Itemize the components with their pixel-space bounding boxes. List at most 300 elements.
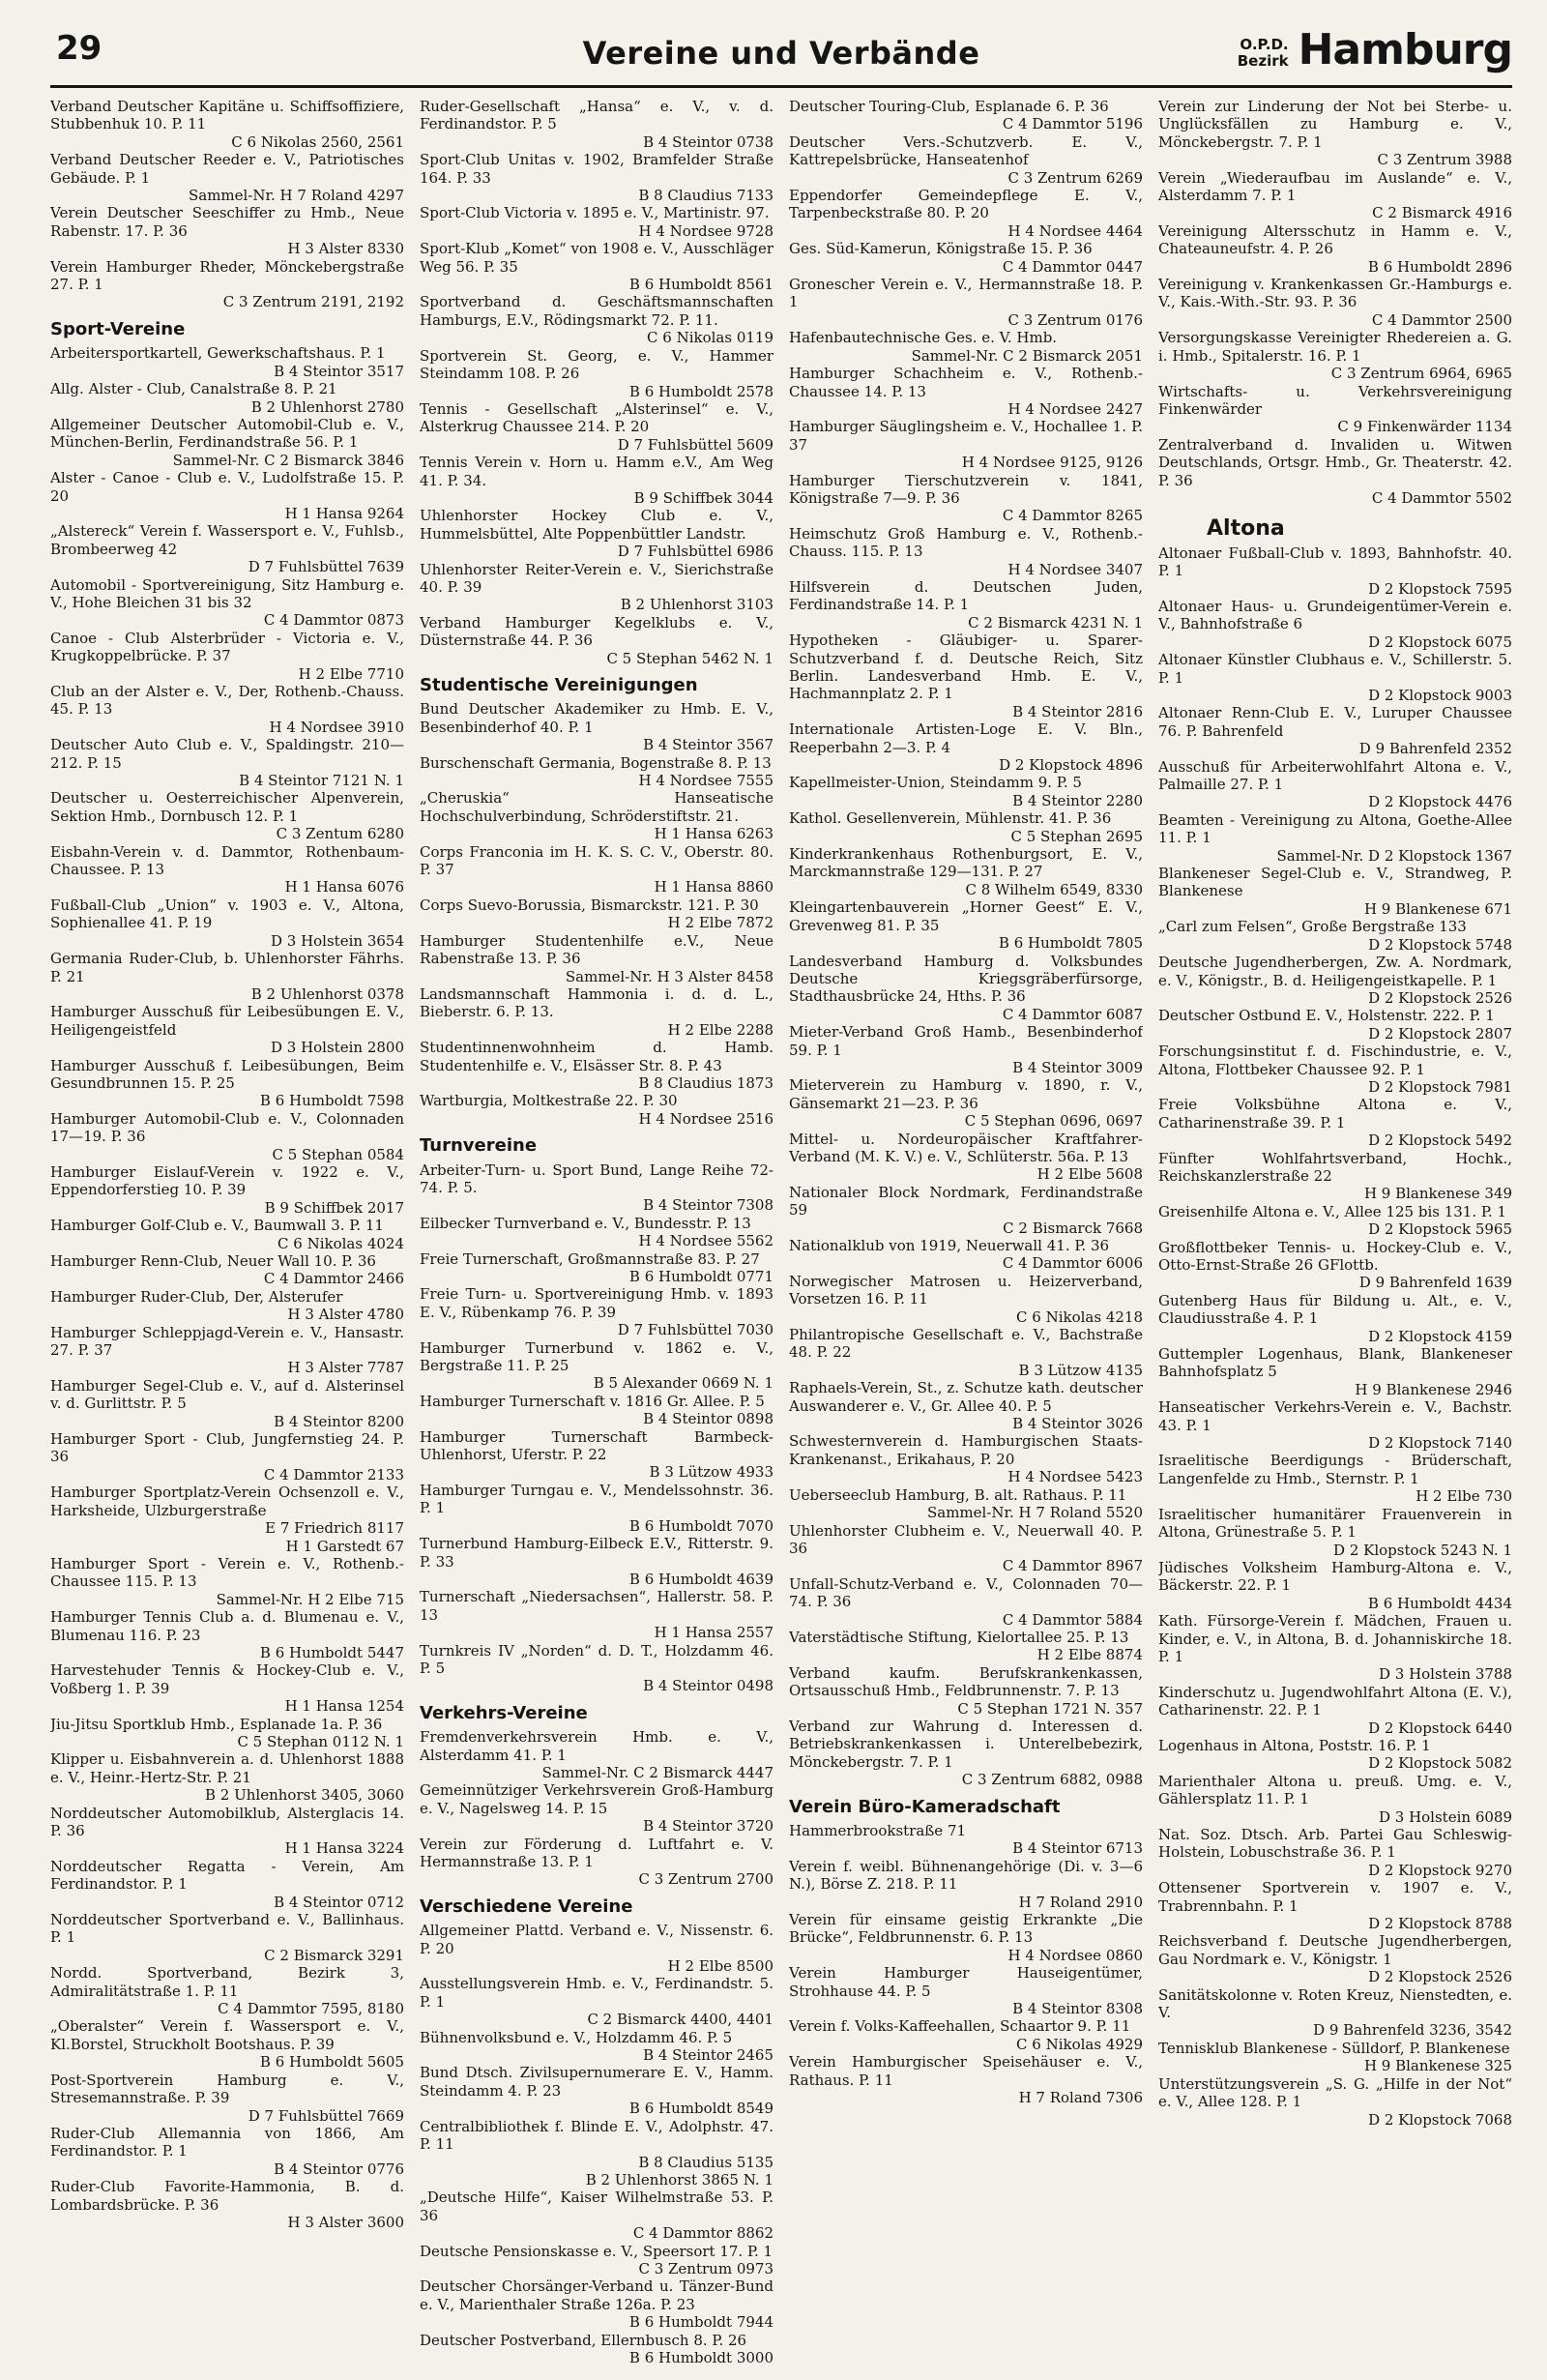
entry-text: Sportverband d. Geschäftsmannschaften Hamburgs, E.V., Rödingsmarkt 72. P. 11.: [420, 293, 774, 329]
entry-text: Ruder-Club Allemannia von 1866, Am Ferdinandstor. P. 1: [50, 2124, 404, 2160]
entry-text: Deutscher Ostbund E. V., Holstenstr. 222. P. 1: [1158, 1007, 1495, 1025]
directory-entry: [420, 1161, 774, 1215]
entry-text: Kleingartenbauverein „Horner Geest“ E. V., Grevenweg 81. P. 35: [789, 898, 1143, 934]
entry-phone: H 9 Blankenese 671: [1363, 899, 1512, 918]
entry-text: Verband Hamburger Kegelklubs e. V., Düsternstraße 44. P. 36: [420, 613, 774, 650]
directory-entry: [1158, 1986, 1512, 2040]
directory-entry: [50, 630, 404, 683]
directory-entry: [50, 1163, 404, 1217]
directory-entry: [420, 2277, 774, 2331]
entry-phone: H 1 Hansa 3224: [284, 1839, 404, 1858]
entry-text: Ruder-Gesellschaft „Hansa“ e. V., v. d. Ferdinandstor. P. 5: [420, 98, 774, 133]
entry-text: Unfall-Schutz-Verband e. V., Colonnaden 70—74. P. 36: [789, 1574, 1143, 1611]
directory-entry: [789, 525, 1143, 578]
entry-text: Hamburger Ruder-Club, Der, Alsterufer: [50, 1287, 343, 1306]
directory-entry: [789, 1822, 1143, 1858]
entry-phone: C 3 Zentrum 6269: [1007, 168, 1143, 187]
directory-entry: [50, 204, 404, 257]
entry-text: Wirtschafts- u. Verkehrsvereinigung Finkenwärder: [1158, 382, 1512, 418]
entry-text: Norwegischer Matrosen u. Heizerverband, Vorsetzen 16. P. 11: [789, 1272, 1143, 1308]
entry-phone: C 4 Dammtor 2500: [1371, 310, 1512, 329]
entry-text: Deutsche Jugendherbergen, Zw. A. Nordmark, e. V., Königstr., B. d. Heiligengeistkapelle. P. 1: [1158, 954, 1512, 989]
directory-entry: [420, 2029, 774, 2065]
entry-text: Hamburger Turngau e. V., Mendelssohnstr. 36. P. 1: [420, 1481, 774, 1517]
entry-text: Hamburger Turnerschaft v. 1816 Gr. Allee. P. 5: [420, 1392, 765, 1410]
directory-entry: [1158, 865, 1512, 918]
entry-text: Wartburgia, Moltkestraße 22. P. 30: [420, 1092, 678, 1110]
entry-phone: B 4 Steintor 7308: [643, 1196, 774, 1215]
entry-text: Hamburger Studentenhilfe e.V., Neue Rabenstraße 13. P. 36: [420, 931, 774, 968]
entry-text: Reichsverband f. Deutsche Jugendherbergen, Gau Nordmark e. V., Königstr. 1: [1158, 1932, 1512, 1968]
entry-text: Nat. Soz. Dtsch. Arb. Partei Gau Schleswig-Holstein, Lobuschstraße 36. P. 1: [1158, 1826, 1512, 1862]
directory-entry: [50, 151, 404, 204]
entry-phone: D 9 Bahrenfeld 3236, 3542: [1313, 2021, 1512, 2040]
directory-entry: [789, 329, 1143, 365]
entry-phone: D 3 Holstein 3788: [1378, 1665, 1512, 1684]
entry-text: Verein f. weibl. Bühnenangehörige (Di. v. 3—6 N.), Börse Z. 218. P. 11: [789, 1857, 1143, 1894]
entry-text: Post-Sportverein Hamburg e. V., Stresemannstraße. P. 39: [50, 2071, 404, 2107]
directory-entry: [50, 1858, 404, 1911]
entry-text: Fußball-Club „Union“ v. 1903 e. V., Altona, Sophienallee 41. P. 19: [50, 896, 404, 932]
entry-phone: H 2 Elbe 8874: [1036, 1646, 1143, 1664]
entry-phone: H 9 Blankenese 325: [1363, 2057, 1512, 2075]
entry-text: Sport-Club Victoria v. 1895 e. V., Martinistr. 97.: [420, 204, 770, 222]
entry-phone: D 3 Holstein 6089: [1378, 1807, 1512, 1826]
directory-entry: [1158, 169, 1512, 222]
entry-phone: C 3 Zentrum 2191, 2192: [222, 293, 404, 311]
entry-text: Hamburger Sportplatz-Verein Ochsenzoll e. V., Harksheide, Ulzburgerstraße: [50, 1484, 404, 1519]
entry-text: Logenhaus in Altona, Poststr. 16. P. 1: [1158, 1736, 1431, 1754]
entry-text: Großflottbeker Tennis- u. Hockey-Club e. V., Otto-Ernst-Straße 26 GFlottb.: [1158, 1238, 1512, 1274]
entry-phone: H 7 Roland 2910: [1018, 1893, 1143, 1911]
directory-entry: [420, 240, 774, 293]
directory-entry: [420, 507, 774, 560]
entry-text: Hammerbrookstraße 71: [789, 1822, 967, 1839]
directory-entry: [1158, 954, 1512, 1007]
entry-phone: C 3 Zentrum 0176: [1007, 310, 1143, 329]
directory-entry: [50, 1324, 404, 1377]
entry-text: Allg. Alster - Club, Canalstraße 8. P. 21: [50, 380, 337, 398]
directory-entry: [1158, 1506, 1512, 1559]
entry-text: Verein Hamburger Rheder, Mönckebergstraße 27. P. 1: [50, 257, 404, 294]
entry-text: Verein zur Linderung der Not bei Sterbe- u. Unglücksfällen zu Hamburg e. V., Mönckebergstr. 7. P. 1: [1158, 98, 1512, 151]
directory-entry: [1158, 1292, 1512, 1345]
entry-text: Uhlenhorster Reiter-Verein e. V., Sierichstraße 40. P. 39: [420, 560, 774, 596]
entry-text: „Oberalster“ Verein f. Wassersport e. V., Kl.Borstel, Struckholt Bootshaus. P. 39: [50, 2017, 404, 2053]
directory-entry: [50, 1217, 404, 1252]
entry-text: Mieter-Verband Groß Hamb., Besenbinderhof 59. P. 1: [789, 1023, 1143, 1059]
directory-entry: [50, 1911, 404, 1964]
entry-text: Verband zur Wahrung d. Interessen d. Betriebskrankenkassen i. Unterelbebezirk, Mönckebergstr. 7. P. 1: [789, 1717, 1143, 1771]
entry-phone: H 4 Nordsee 4464: [1007, 221, 1143, 240]
category-heading: Verein Büro-Kameradschaft: [789, 1796, 1061, 1817]
entry-phone: Sammel-Nr. H 7 Roland 5520: [926, 1504, 1143, 1522]
directory-entry: [1158, 1239, 1512, 1292]
entry-text: Hamburger Ausschuß f. Leibesübungen, Beim Gesundbrunnen 15. P. 25: [50, 1056, 404, 1092]
directory-entry: [1158, 1452, 1512, 1505]
entry-phone: B 6 Humboldt 5447: [259, 1643, 404, 1661]
entry-phone: B 4 Steintor 6713: [1012, 1839, 1143, 1858]
entry-phone: H 3 Alster 3600: [287, 2213, 404, 2231]
entry-phone: C 6 Nikolas 0119: [647, 329, 774, 347]
directory-entry: [50, 896, 404, 950]
directory-entry: [420, 1482, 774, 1535]
entry-text: Norddeutscher Automobilklub, Alsterglacis 14. P. 36: [50, 1804, 404, 1839]
entry-text: Deutsche Pensionskasse e. V., Speersort 17. P. 1: [420, 2242, 774, 2260]
entry-phone: C 4 Dammtor 5502: [1371, 488, 1512, 507]
directory-entry: [789, 1379, 1143, 1432]
entry-text: Eilbecker Turnverband e. V., Bundesstr. P. 13: [420, 1214, 751, 1232]
directory-entry: [789, 1326, 1143, 1379]
directory-entry: [789, 1858, 1143, 1911]
entry-text: Mieterverein zu Hamburg v. 1890, r. V., Gänsemarkt 21—23. P. 36: [789, 1076, 1143, 1112]
directory-entry: [789, 578, 1143, 632]
entry-phone: B 2 Uhlenhorst 0378: [250, 984, 404, 1003]
entry-text: Raphaels-Verein, St., z. Schutze kath. deutscher Auswanderer e. V., Gr. Allee 40. P. 5: [789, 1379, 1143, 1415]
entry-text: Zentralverband d. Invaliden u. Witwen Deutschlands, Ortsgr. Hmb., Gr. Theaterstr. 42. P. 36: [1158, 435, 1512, 489]
entry-text: Hamburger Ausschuß für Leibesübungen E. V., Heiligengeistfeld: [50, 1003, 404, 1039]
entry-phone: D 3 Holstein 3654: [270, 931, 404, 950]
entry-text: Internationale Artisten-Loge E. V. Bln., Reeperbahn 2—3. P. 4: [789, 720, 1143, 756]
entry-phone: B 2 Uhlenhorst 3405, 3060: [205, 1786, 404, 1805]
entry-phone: H 7 Roland 7306: [1018, 2089, 1143, 2107]
directory-entry: [50, 1805, 404, 1858]
directory-entry: [50, 2071, 404, 2125]
directory-entry: [1158, 222, 1512, 276]
entry-phone: C 5 Stephan 0696, 0697: [964, 1112, 1143, 1131]
entry-phone: C 4 Dammtor 8862: [632, 2224, 774, 2243]
entry-text: Hamburger Schleppjagd-Verein e. V., Hansastr. 27. P. 37: [50, 1323, 404, 1360]
entry-phone: C 4 Dammtor 8967: [1002, 1557, 1143, 1575]
entry-phone: C 2 Bismarck 4400, 4401: [587, 2011, 774, 2029]
directory-entry: [1158, 1150, 1512, 1203]
directory-entry: [420, 985, 774, 1039]
directory-entry: [1158, 1559, 1512, 1612]
entry-phone: B 4 Steintor 0498: [643, 1677, 774, 1695]
directory-entry: [420, 400, 774, 454]
entry-phone: B 9 Schiffbek 3044: [633, 488, 774, 507]
directory-entry: [1158, 811, 1512, 865]
entry-text: Ruder-Club Favorite-Hammonia, B. d. Lombardsbrücke. P. 36: [50, 2178, 404, 2214]
entry-text: Gronescher Verein e. V., Hermannstraße 18. P. 1: [789, 276, 1143, 311]
entry-text: Eppendorfer Gemeindepflege E. V., Tarpenbeckstraße 80. P. 20: [789, 187, 1143, 222]
entry-text: Deutscher Auto Club e. V., Spaldingstr. 210—212. P. 15: [50, 736, 404, 772]
directory-entry: [420, 614, 774, 667]
entry-phone: B 2 Uhlenhorst 2780: [250, 397, 404, 416]
directory-entry: [420, 789, 774, 842]
entry-text: Automobil - Sportvereinigung, Sitz Hamburg e. V., Hohe Bleichen 31 bis 32: [50, 575, 404, 611]
directory-entry: [1158, 1879, 1512, 1932]
entry-phone: H 2 Elbe 7872: [667, 914, 774, 932]
directory-entry: [50, 1288, 404, 1324]
entry-text: Gemeinnütziger Verkehrsverein Groß-Hamburg e. V., Nagelsweg 14. P. 15: [420, 1781, 774, 1817]
entry-text: Hamburger Säuglingsheim e. V., Hochallee 1. P. 37: [789, 418, 1143, 454]
entry-phone: H 1 Hansa 1254: [284, 1697, 404, 1716]
directory-entry: [420, 1339, 774, 1393]
directory-entry: [789, 1664, 1143, 1718]
entry-text: „Cheruskia“ Hanseatische Hochschulverbindung, Schröderstiftstr. 21.: [420, 789, 774, 825]
entry-text: Deutscher Postverband, Ellernbusch 8. P. 26: [420, 2331, 747, 2349]
entry-phone: B 4 Steintor 3720: [643, 1817, 774, 1836]
directory-entry: [420, 1975, 774, 2028]
directory-entry: [50, 1252, 404, 1288]
entry-text: Hamburger Renn-Club, Neuer Wall 10. P. 36: [50, 1252, 376, 1270]
entry-text: Klipper u. Eisbahnverein a. d. Uhlenhorst 1888 e. V., Heinr.-Hertz-Str. P. 21: [50, 1750, 404, 1786]
entry-phone: B 6 Humboldt 4639: [628, 1570, 774, 1588]
entry-text: Israelitische Beerdigungs - Brüderschaft, Langenfelde zu Hmb., Sternstr. P. 1: [1158, 1452, 1512, 1487]
entry-phone: D 7 Fuhlsbüttel 7030: [617, 1321, 774, 1339]
directory-entry: [50, 1538, 404, 1555]
entry-text: Deutscher Chorsänger-Verband u. Tänzer-Bund e. V., Marienthaler Straße 126a. P. 23: [420, 2277, 774, 2313]
entry-phone: D 2 Klopstock 4159: [1368, 1327, 1512, 1345]
entry-phone: B 6 Humboldt 7805: [998, 934, 1143, 953]
entry-text: Ausstellungsverein Hmb. e. V., Ferdinandstr. 5. P. 1: [420, 1975, 774, 2011]
directory-entry: [789, 1184, 1143, 1237]
entry-text: Hamburger Tennis Club a. d. Blumenau e. V., Blumenau 116. P. 23: [50, 1608, 404, 1644]
entry-phone: B 9 Schiffbek 2017: [264, 1198, 404, 1217]
entry-text: Hamburger Golf-Club e. V., Baumwall 3. P. 11: [50, 1217, 384, 1235]
entry-phone: B 4 Steintor 7121 N. 1: [239, 772, 404, 790]
directory-entry: [789, 632, 1143, 720]
entry-text: Club an der Alster e. V., Der, Rothenb.-Chauss. 45. P. 13: [50, 683, 404, 719]
district-label-line-2: Bezirk: [1237, 52, 1289, 70]
directory-entry: [420, 700, 774, 753]
entry-text: Verband Deutscher Kapitäne u. Schiffsoffiziere, Stubbenhuk 10. P. 11: [50, 98, 404, 133]
entry-phone: H 1 Hansa 6263: [654, 825, 774, 843]
entry-phone: D 2 Klopstock 5492: [1368, 1131, 1512, 1150]
directory-entry: [1158, 98, 1512, 169]
entry-phone: B 4 Steintor 8200: [274, 1412, 404, 1430]
entry-text: Alster - Canoe - Club e. V., Ludolfstraße 15. P. 20: [50, 469, 404, 505]
entry-text: Jiu-Jitsu Sportklub Hmb., Esplanade 1a. P. 36: [50, 1715, 383, 1733]
entry-text: Turnerbund Hamburg-Eilbeck E.V., Ritterstr. 9. P. 33: [420, 1535, 774, 1571]
entry-text: Vereinigung Altersschutz in Hamm e. V., Chateauneufstr. 4. P. 26: [1158, 221, 1512, 258]
entry-phone: D 2 Klopstock 2807: [1368, 1024, 1512, 1043]
entry-phone: D 2 Klopstock 9270: [1368, 1861, 1512, 1879]
directory-entry: [420, 843, 774, 896]
entry-phone: H 3 Alster 7787: [287, 1359, 404, 1377]
directory-entry: [1158, 1007, 1512, 1043]
district-label-line-1: O.P.D.: [1240, 36, 1289, 53]
entry-text: Versorgungskasse Vereinigter Rhedereien a. G. i. Hmb., Spitalerstr. 16. P. 1: [1158, 329, 1512, 365]
entry-text: Freie Turnerschaft, Großmannstraße 83. P. 27: [420, 1249, 760, 1268]
directory-entry: [1158, 436, 1512, 508]
directory-entry: [789, 2053, 1143, 2106]
directory-entry: [420, 347, 774, 400]
entry-phone: C 4 Dammtor 7595, 8180: [218, 2000, 404, 2018]
directory-entry: [789, 774, 1143, 809]
entry-text: Canoe - Club Alsterbrüder - Victoria e. V., Krugkoppelbrücke. P. 37: [50, 629, 404, 665]
entry-text: Tennis Verein v. Horn u. Hamm e.V., Am Weg 41. P. 34.: [420, 454, 774, 489]
entry-phone: C 6 Nikolas 4024: [277, 1234, 404, 1252]
directory-entry: [789, 133, 1143, 187]
directory-entry: [50, 683, 404, 736]
entry-text: Uhlenhorster Hockey Club e. V., Hummelsbüttel, Alte Poppenbüttler Landstr.: [420, 507, 774, 543]
entry-text: Gutenberg Haus für Bildung u. Alt., e. V., Claudiusstraße 4. P. 1: [1158, 1291, 1512, 1328]
entry-phone: B 3 Lützow 4135: [1018, 1361, 1143, 1379]
entry-phone: C 4 Dammtor 0873: [263, 611, 404, 630]
entry-text: Verein Hamburgischer Speisehäuser e. V., Rathaus. P. 11: [789, 2053, 1143, 2089]
directory-entry: [50, 789, 404, 842]
entry-phone: B 4 Steintor 8308: [1012, 2000, 1143, 2018]
directory-entry: [789, 472, 1143, 525]
entry-phone: H 4 Nordsee 9125, 9126: [961, 454, 1143, 472]
entry-phone: D 2 Klopstock 9003: [1368, 687, 1512, 704]
column-2: [420, 98, 774, 2380]
entry-phone: C 8 Wilhelm 6549, 8330: [965, 880, 1143, 898]
entry-text: Kathol. Gesellenverein, Mühlenstr. 41. P. 36: [789, 809, 1112, 828]
entry-phone: D 9 Bahrenfeld 1639: [1358, 1274, 1512, 1292]
entry-phone: C 4 Dammtor 0447: [1002, 257, 1143, 276]
entry-text: Sport-Klub „Komet“ von 1908 e. V., Ausschläger Weg 56. P. 35: [420, 240, 774, 276]
entry-text: Freie Turn- u. Sportvereinigung Hmb. v. 1893 E. V., Rübenkamp 76. P. 39: [420, 1285, 774, 1321]
entry-phone: C 5 Stephan 5462 N. 1: [606, 649, 774, 667]
entry-phone: H 4 Nordsee 3407: [1007, 560, 1143, 578]
directory-entry: [50, 98, 404, 151]
directory-entry: [1158, 651, 1512, 704]
directory-entry: [789, 1237, 1143, 1273]
directory-entry: [789, 1076, 1143, 1130]
entry-phone: C 2 Bismarck 4231 N. 1: [968, 613, 1143, 632]
entry-text: Uhlenhorster Clubheim e. V., Neuerwall 40. P. 36: [789, 1521, 1143, 1557]
directory-entry: [1158, 1345, 1512, 1398]
entry-text: Eisbahn-Verein v. d. Dammtor, Rothenbaum-Chaussee. P. 13: [50, 842, 404, 879]
directory-entry: [50, 1608, 404, 1661]
category-heading: Verschiedene Vereine: [420, 1895, 633, 1917]
entry-text: Turnkreis IV „Norden“ d. D. T., Holzdamm 46. P. 5: [420, 1641, 774, 1677]
entry-text: Verein f. Volks-Kaffeehallen, Schaartor 9. P. 11: [789, 2017, 1131, 2036]
directory-entry: [420, 1642, 774, 1695]
entry-phone: C 4 Dammtor 6006: [1002, 1254, 1143, 1273]
category-heading: Sport-Vereine: [50, 318, 186, 339]
directory-entry: [1158, 1932, 1512, 1985]
entry-text: Norddeutscher Sportverband e. V., Ballinhaus. P. 1: [50, 1911, 404, 1947]
entry-text: Verein zur Förderung d. Luftfahrt e. V. Hermannstraße 13. P. 1: [420, 1835, 774, 1870]
directory-entry: [1158, 1684, 1512, 1737]
entry-phone: D 2 Klopstock 4476: [1368, 793, 1512, 811]
entry-text: Centralbibliothek f. Blinde E. V., Adolphstr. 47. P. 11: [420, 2117, 774, 2154]
directory-entry: [789, 187, 1143, 240]
directory-entry: [420, 1039, 774, 1092]
directory-entry: [789, 720, 1143, 774]
entry-text: Verein Hamburger Hauseigentümer, Strohhause 44. P. 5: [789, 1964, 1143, 2000]
district-name: Hamburg: [1298, 25, 1512, 74]
directory-entry: [789, 1964, 1143, 2017]
entry-phone: B 8 Claudius 1873: [638, 1073, 774, 1092]
directory-entry: [1158, 2075, 1512, 2129]
entry-phone: Sammel-Nr. C 2 Bismarck 3846: [172, 451, 404, 469]
entry-text: Deutscher Vers.-Schutzverb. E. V., Kattrepelsbrücke, Hanseatenhof: [789, 132, 1143, 169]
entry-text: Altonaer Renn-Club E. V., Luruper Chaussee 76. P. Bahrenfeld: [1158, 704, 1512, 740]
directory-entry: [1158, 758, 1512, 811]
entry-text: Hamburger Schachheim e. V., Rothenb.-Chaussee 14. P. 13: [789, 365, 1143, 400]
entry-text: Altonaer Haus- u. Grundeigentümer-Verein e. V., Bahnhofstraße 6: [1158, 597, 1512, 633]
category-heading: Studentische Vereinigungen: [420, 675, 698, 695]
entry-phone: D 2 Klopstock 5748: [1368, 935, 1512, 954]
entry-text: Kinderkrankenhaus Rothenburgsort, E. V., Marckmannstraße 129—131. P. 27: [789, 845, 1143, 881]
entry-text: Greisenhilfe Altona e. V., Allee 125 bis 131. P. 1: [1158, 1202, 1507, 1220]
entry-phone: B 6 Humboldt 7598: [259, 1092, 404, 1110]
directory-entry: [789, 2017, 1143, 2053]
directory-entry: [420, 1535, 774, 1588]
entry-phone: B 4 Steintor 3517: [274, 362, 404, 380]
directory-entry: [789, 1522, 1143, 1575]
entry-text: Hamburger Sport - Verein e. V., Rothenb.-Chaussee 115. P. 13: [50, 1554, 404, 1591]
entry-text: Ottensener Sportverein v. 1907 e. V., Trabrennbahn. P. 1: [1158, 1879, 1512, 1915]
entry-phone: H 1 Hansa 9264: [284, 504, 404, 522]
entry-phone: H 3 Alster 8330: [287, 240, 404, 258]
entry-text: Corps Suevo-Borussia, Bismarckstr. 121. P. 30: [420, 896, 759, 914]
entry-phone: H 4 Nordsee 7555: [638, 772, 774, 790]
entry-phone: D 2 Klopstock 7595: [1368, 579, 1512, 598]
directory-entry: [420, 1250, 774, 1286]
entry-text: Bund Dtsch. Zivilsupernumerare E. V., Hamm. Steindamm 4. P. 23: [420, 2064, 774, 2100]
entry-text: Guttempler Logenhaus, Blank, Blankeneser Bahnhofsplatz 5: [1158, 1345, 1512, 1381]
directory-entry: [420, 151, 774, 204]
entry-phone: H 2 Elbe 8500: [667, 1957, 774, 1976]
entry-phone: D 2 Klopstock 5082: [1368, 1754, 1512, 1773]
entry-phone: H 2 Elbe 730: [1416, 1487, 1512, 1506]
entry-phone: B 6 Humboldt 2896: [1367, 257, 1512, 276]
entry-phone: D 7 Fuhlsbüttel 7669: [248, 2106, 404, 2125]
directory-entry: [789, 809, 1143, 845]
entry-text: Verein Deutscher Seeschiffer zu Hmb., Neue Rabenstr. 17. P. 36: [50, 204, 404, 240]
entry-text: Hamburger Turnerbund v. 1862 e. V., Bergstraße 11. P. 25: [420, 1338, 774, 1375]
directory-entry: [50, 1430, 404, 1484]
directory-entry: [50, 1057, 404, 1110]
directory-entry: [1158, 544, 1512, 598]
directory-entry: [789, 1131, 1143, 1184]
entry-text: Studentinnenwohnheim d. Hamb. Studentenhilfe e. V., Elsässer Str. 8. P. 43: [420, 1039, 774, 1074]
directory-entry: [420, 1393, 774, 1428]
entry-phone: D 2 Klopstock 2526: [1368, 988, 1512, 1007]
directory-entry: [1158, 2040, 1512, 2075]
entry-phone: C 3 Zentrum 0973: [638, 2259, 774, 2277]
entry-phone: Sammel-Nr. C 2 Bismarck 2051: [911, 346, 1143, 365]
entry-text: Ueberseeclub Hamburg, B. alt. Rathaus. P. 11: [789, 1485, 1127, 1504]
entry-text: Nordd. Sportverband, Bezirk 3, Admiralitätstraße 1. P. 11: [50, 1964, 404, 2000]
entry-text: Altonaer Künstler Clubhaus e. V., Schillerstr. 5. P. 1: [1158, 651, 1512, 687]
directory-entry: [1158, 918, 1512, 954]
entry-text: Kath. Fürsorge-Verein f. Mädchen, Frauen u. Kinder, e. V., in Altona, B. d. Johanniskirche 18. P. 1: [1158, 1612, 1512, 1665]
entry-phone: B 3 Lützow 4933: [649, 1463, 774, 1482]
entry-phone: H 4 Nordsee 5423: [1007, 1468, 1143, 1486]
entry-phone: B 6 Humboldt 3000: [628, 2348, 774, 2366]
entry-phone: C 2 Bismarck 3291: [264, 1946, 404, 1964]
entry-text: Hamburger Segel-Club e. V., auf d. Alsterinsel v. d. Gurlittstr. P. 5: [50, 1376, 404, 1413]
entry-phone: H 4 Nordsee 2427: [1007, 399, 1143, 418]
entry-phone: C 5 Stephan 0584: [272, 1145, 404, 1163]
directory-entry: [50, 258, 404, 311]
directory-entry: [50, 1750, 404, 1804]
directory-entry: [420, 454, 774, 507]
directory-entry: [50, 576, 404, 630]
entry-text: Germania Ruder-Club, b. Uhlenhorster Fährhs. P. 21: [50, 950, 404, 985]
entry-text: Corps Franconia im H. K. S. C. V., Oberstr. 80. P. 37: [420, 842, 774, 879]
entry-phone: B 4 Steintor 0712: [274, 1893, 404, 1911]
entry-phone: C 4 Dammtor 8265: [1002, 507, 1143, 525]
entry-phone: B 6 Humboldt 7070: [628, 1516, 774, 1535]
entry-phone: H 4 Nordsee 3910: [269, 718, 404, 736]
entry-text: Hypotheken - Gläubiger- u. Sparer-Schutzverband f. d. Deutsche Reich, Sitz Berlin. Landesverband Hmb. E. V., Hachmannplatz 2. P. 1: [789, 632, 1143, 703]
entry-phone: C 5 Stephan 2695: [1010, 827, 1143, 845]
entry-text: „Carl zum Felsen“, Große Bergstraße 133: [1158, 918, 1467, 936]
entry-text: Marienthaler Altona u. preuß. Umg. e. V., Gählersplatz 11. P. 1: [1158, 1772, 1512, 1808]
column-3: [789, 98, 1143, 2380]
directory-entry: [1158, 704, 1512, 757]
entry-text: Beamten - Vereinigung zu Altona, Goethe-Allee 11. P. 1: [1158, 810, 1512, 847]
entry-text: Hamburger Automobil-Club e. V., Colonnaden 17—19. P. 36: [50, 1109, 404, 1146]
